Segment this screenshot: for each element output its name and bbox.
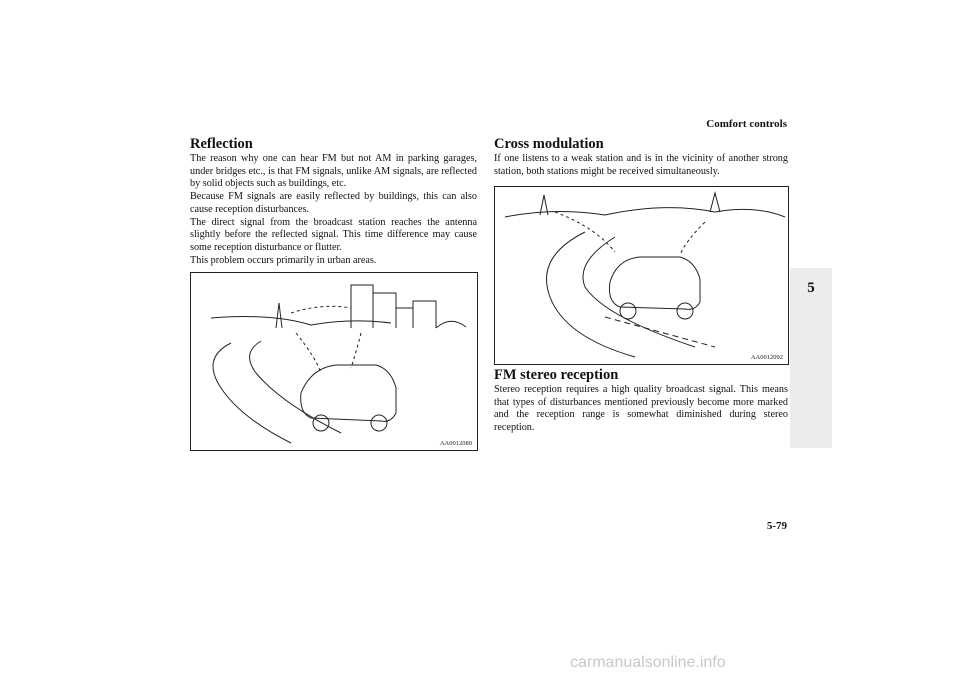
figure-code-right: AA0012092 bbox=[750, 354, 783, 361]
reflection-section bbox=[190, 136, 477, 267]
reflection-paragraph-4: This problem occurs primarily in urban areas. bbox=[190, 254, 377, 266]
cross-modulation-illustration bbox=[494, 186, 789, 365]
fm-stereo-heading: FM stereo reception bbox=[494, 367, 619, 383]
section-header: Comfort controls bbox=[706, 118, 787, 130]
cross-modulation-heading: Cross modulation bbox=[494, 136, 604, 152]
cross-modulation-section bbox=[494, 136, 788, 178]
page-number: 5-79 bbox=[766, 520, 787, 532]
reflection-paragraph-3: The direct signal from the broadcast station reaches the antenna slightly before the reflected signal. This time difference may cause some reception disturbance or flutter. bbox=[190, 216, 477, 253]
cross-modulation-paragraph: If one listens to a weak station and is in the vicinity of another strong station, both stations might be received simultaneously. bbox=[494, 153, 788, 177]
reflection-heading: Reflection bbox=[190, 136, 253, 152]
reflection-paragraph-1: The reason why one can hear FM but not AM in parking garages, under bridges etc., is that FM signals, unlike AM signals, are reflected by solid objects such as buildings, etc. bbox=[190, 153, 477, 190]
chapter-number: 5 bbox=[807, 280, 815, 296]
cross-modulation-drawing bbox=[495, 187, 788, 364]
reflection-paragraph-2: Because FM signals are easily reflected by buildings, this can also cause reception disturbances. bbox=[190, 191, 477, 215]
fm-stereo-paragraph: Stereo reception requires a high quality broadcast signal. This means that types of disturbances mentioned previously become more marked and the reception range is somewhat diminished during stereo reception. bbox=[494, 384, 788, 434]
chapter-tab bbox=[790, 268, 832, 448]
reflection-illustration bbox=[190, 272, 478, 451]
reflection-drawing bbox=[191, 273, 477, 450]
fm-stereo-section bbox=[494, 367, 788, 435]
watermark: carmanualsonline.info bbox=[570, 654, 726, 671]
figure-code-left: AA0012089 bbox=[439, 440, 472, 447]
